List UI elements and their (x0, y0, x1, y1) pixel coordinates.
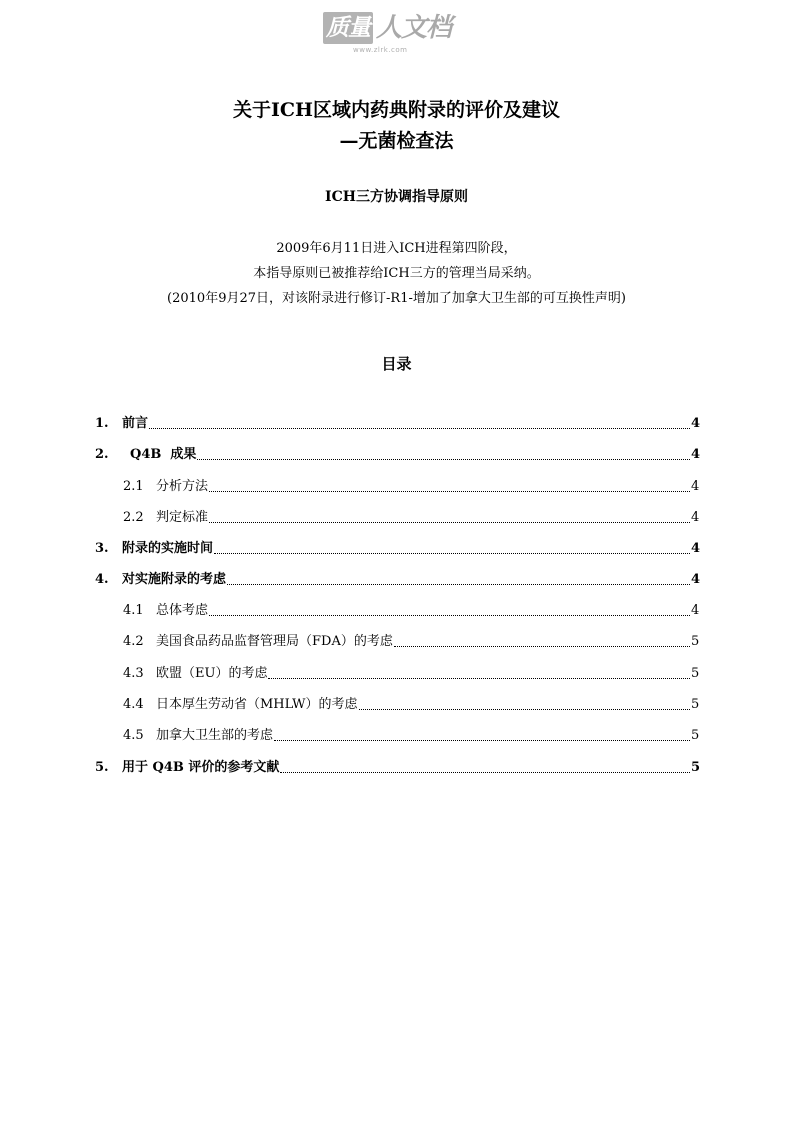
toc-entry[interactable] (123, 633, 699, 651)
watermark-url: www.zlrk.com (353, 46, 408, 54)
toc-entry[interactable] (123, 602, 699, 620)
toc-entry[interactable] (95, 415, 699, 433)
toc-dot-leader (214, 544, 690, 558)
watermark-logo (323, 10, 468, 58)
toc-dot-leader (209, 482, 690, 496)
toc-entry-number: 2. (95, 447, 109, 462)
toc-entry-number: 4. (95, 572, 109, 587)
toc-entry-page: 4 (691, 416, 701, 431)
toc-heading: 目录 (381, 355, 412, 373)
toc-entry-label: 日本厚生劳动省（MHLW）的考虑 (156, 697, 358, 712)
intro-line-1: 2009年6月11日进入ICH进程第四阶段， (276, 241, 517, 256)
toc-entry-page: 4 (691, 603, 700, 618)
toc-entry-number: 3. (95, 541, 109, 556)
toc-entry[interactable] (95, 571, 699, 589)
toc-entry-number: 4.5 (123, 728, 144, 743)
document-title-line2: —无菌检查法 (339, 130, 454, 152)
toc-dot-leader (280, 763, 690, 777)
toc-dot-leader (197, 450, 690, 464)
toc-entry-number: 4.1 (123, 603, 144, 618)
toc-entry-number: 1. (95, 416, 109, 431)
document-subtitle: ICH三方协调指导原则 (325, 189, 468, 205)
toc-dot-leader (227, 575, 690, 589)
toc-entry-page: 4 (691, 479, 700, 494)
toc-entry-label: 总体考虑 (156, 603, 209, 618)
document-title-line1: 关于ICH区域内药典附录的评价及建议 (233, 99, 560, 121)
watermark-logo-mark (323, 10, 451, 46)
toc-entry-label: 美国食品药品监督管理局（FDA）的考虑 (156, 634, 393, 649)
watermark-logo-text: 人文档 (376, 13, 452, 43)
intro-line-3: (2010年9月27日，对该附录进行修订-R1-增加了加拿大卫生部的可互换性声明) (167, 291, 626, 306)
toc-entry-number: 2.2 (123, 510, 144, 525)
toc-entry-page: 4 (691, 541, 701, 556)
toc-entry-page: 4 (691, 447, 701, 462)
toc-entry-label: Q4B 成果 (130, 447, 197, 462)
toc-entry[interactable] (95, 446, 699, 464)
toc-entry-page: 5 (691, 697, 700, 712)
toc-dot-leader (359, 700, 690, 714)
intro-line-2: 本指导原则已被推荐给ICH三方的管理当局采纳。 (253, 266, 540, 281)
toc-dot-leader (149, 419, 690, 433)
toc-entry-number: 4.4 (123, 697, 144, 712)
toc-entry[interactable] (95, 759, 699, 777)
toc-entry[interactable] (123, 696, 699, 714)
toc-entry-label: 对实施附录的考虑 (122, 572, 227, 587)
toc-entry-number: 4.3 (123, 666, 144, 681)
toc-entry-label: 判定标准 (156, 510, 209, 525)
toc-entry-page: 5 (691, 666, 700, 681)
toc-entry-page: 4 (691, 510, 700, 525)
toc-dot-leader (394, 637, 690, 651)
toc-entry-page: 5 (691, 760, 701, 775)
toc-entry[interactable] (123, 509, 699, 527)
toc-entry-page: 5 (691, 634, 700, 649)
toc-dot-leader (268, 669, 690, 683)
toc-entry-label: 加拿大卫生部的考虑 (156, 728, 274, 743)
toc-entry[interactable] (123, 727, 699, 745)
toc-entry-number: 5. (95, 760, 109, 775)
toc-entry[interactable] (123, 478, 699, 496)
toc-dot-leader (209, 513, 690, 527)
toc-entry-number: 2.1 (123, 479, 144, 494)
toc-entry-page: 5 (691, 728, 700, 743)
toc-entry-page: 4 (691, 572, 701, 587)
toc-dot-leader (274, 731, 690, 745)
watermark-logo-box: 质量 (323, 12, 373, 44)
toc-entry[interactable] (95, 540, 699, 558)
toc-entry-label: 欧盟（EU）的考虑 (156, 666, 268, 681)
toc-entry-number: 4.2 (123, 634, 144, 649)
toc-entry[interactable] (123, 665, 699, 683)
toc-dot-leader (209, 606, 690, 620)
toc-entry-label: 分析方法 (156, 479, 209, 494)
toc-entry-label: 附录的实施时间 (122, 541, 214, 556)
toc-entry-label: 用于 Q4B 评价的参考文献 (122, 760, 280, 775)
toc-entry-label: 前言 (122, 416, 149, 431)
